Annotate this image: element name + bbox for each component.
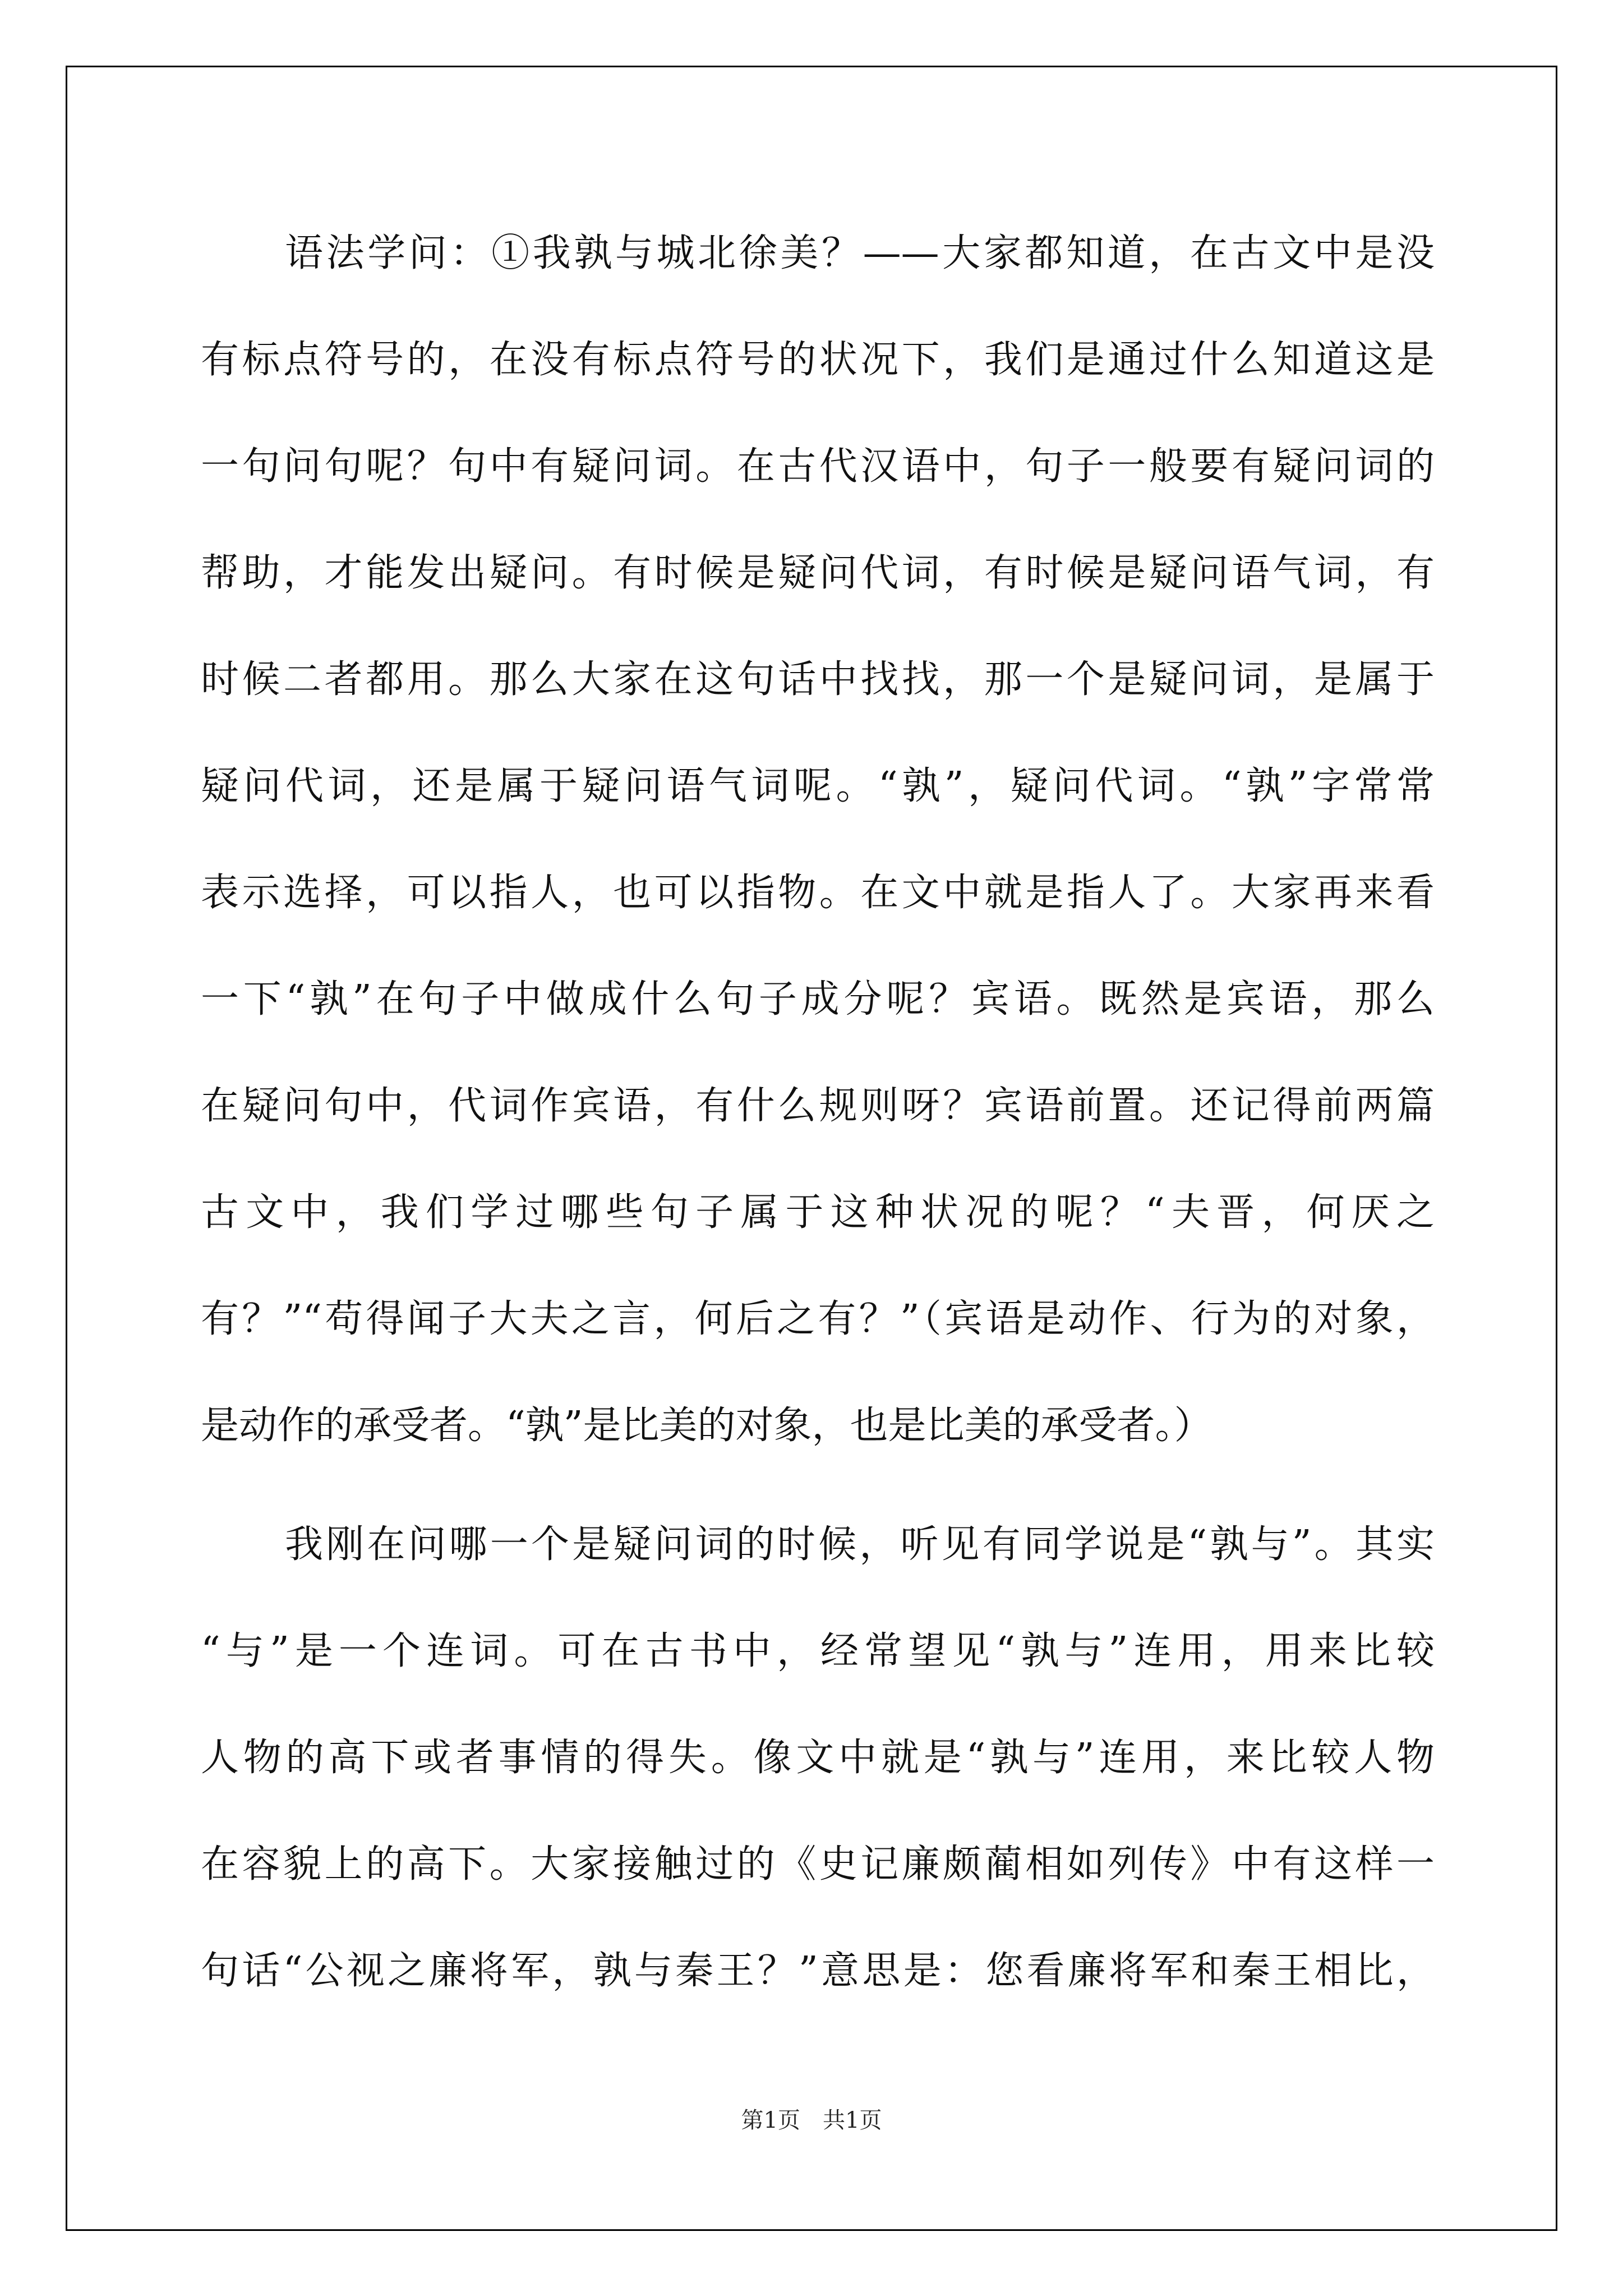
paragraph-line xyxy=(201,1724,1435,1831)
line-text: 一句问句呢？句中有疑问词。在古代汉语中，句子一般要有疑问词的 xyxy=(201,444,1435,489)
line-text: 句话“公视之廉将军，孰与秦王？”意思是：您看廉将军和秦王相比， xyxy=(201,1949,1435,1993)
paragraph-line xyxy=(201,1618,1435,1724)
line-text: 时候二者都用。那么大家在这句话中找找，那一个是疑问词，是属于 xyxy=(201,657,1435,702)
line-text: 有？”“苟得闻子大夫之言，何后之有？”（宾语是动作、行为的对象， xyxy=(201,1297,1435,1341)
paragraph-line xyxy=(201,540,1435,646)
paragraph-line xyxy=(201,753,1435,859)
line-text: 古文中，我们学过哪些句子属于这种状况的呢？“夫晋，何厌之 xyxy=(201,1190,1435,1235)
paragraph-line xyxy=(201,966,1435,1073)
paragraph-line xyxy=(201,646,1435,753)
paragraph-line xyxy=(201,1073,1435,1179)
paragraph-line xyxy=(201,1511,1435,1618)
line-text: 一下“孰”在句子中做成什么句子成分呢？宾语。既然是宾语，那么 xyxy=(201,977,1435,1022)
line-text: 表示选择，可以指人，也可以指物。在文中就是指人了。大家再来看 xyxy=(201,871,1435,915)
line-text: 在容貌上的高下。大家接触过的《史记廉颇蔺相如列传》中有这样一 xyxy=(201,1842,1435,1887)
paragraph-line xyxy=(201,1179,1435,1286)
document-body xyxy=(201,220,1435,2044)
line-text: 语法学问：①我孰与城北徐美？——大家都知道，在古文中是没 xyxy=(285,231,1435,275)
paragraph-line xyxy=(201,220,1435,326)
line-text: 我刚在问哪一个是疑问词的时候，听见有同学说是“孰与”。其实 xyxy=(285,1522,1435,1567)
paragraph-line xyxy=(201,1938,1435,2044)
paragraph-line xyxy=(201,433,1435,540)
paragraph-line xyxy=(201,859,1435,966)
page-footer xyxy=(0,2102,1623,2134)
line-text: 人物的高下或者事情的得失。像文中就是“孰与”连用，来比较人物 xyxy=(201,1736,1435,1780)
line-text: 帮助，才能发出疑问。有时候是疑问代词，有时候是疑问语气词，有 xyxy=(201,551,1435,595)
line-text: 是动作的承受者。“孰”是比美的对象，也是比美的承受者。） xyxy=(201,1404,1212,1448)
line-text: 疑问代词，还是属于疑问语气词呢。“孰”，疑问代词。“孰”字常常 xyxy=(201,764,1435,808)
page-number: 第1页 共1页 xyxy=(741,2108,882,2133)
line-text: 有标点符号的，在没有标点符号的状况下，我们是通过什么知道这是 xyxy=(201,338,1435,382)
paragraph-line xyxy=(201,1831,1435,1938)
paragraph-line xyxy=(201,1286,1435,1392)
paragraph-line xyxy=(201,326,1435,433)
line-text: 在疑问句中，代词作宾语，有什么规则呀？宾语前置。还记得前两篇 xyxy=(201,1084,1435,1128)
line-text: “与”是一个连词。可在古书中，经常望见“孰与”连用，用来比较 xyxy=(201,1629,1435,1673)
paragraph-line xyxy=(201,1392,1435,1511)
